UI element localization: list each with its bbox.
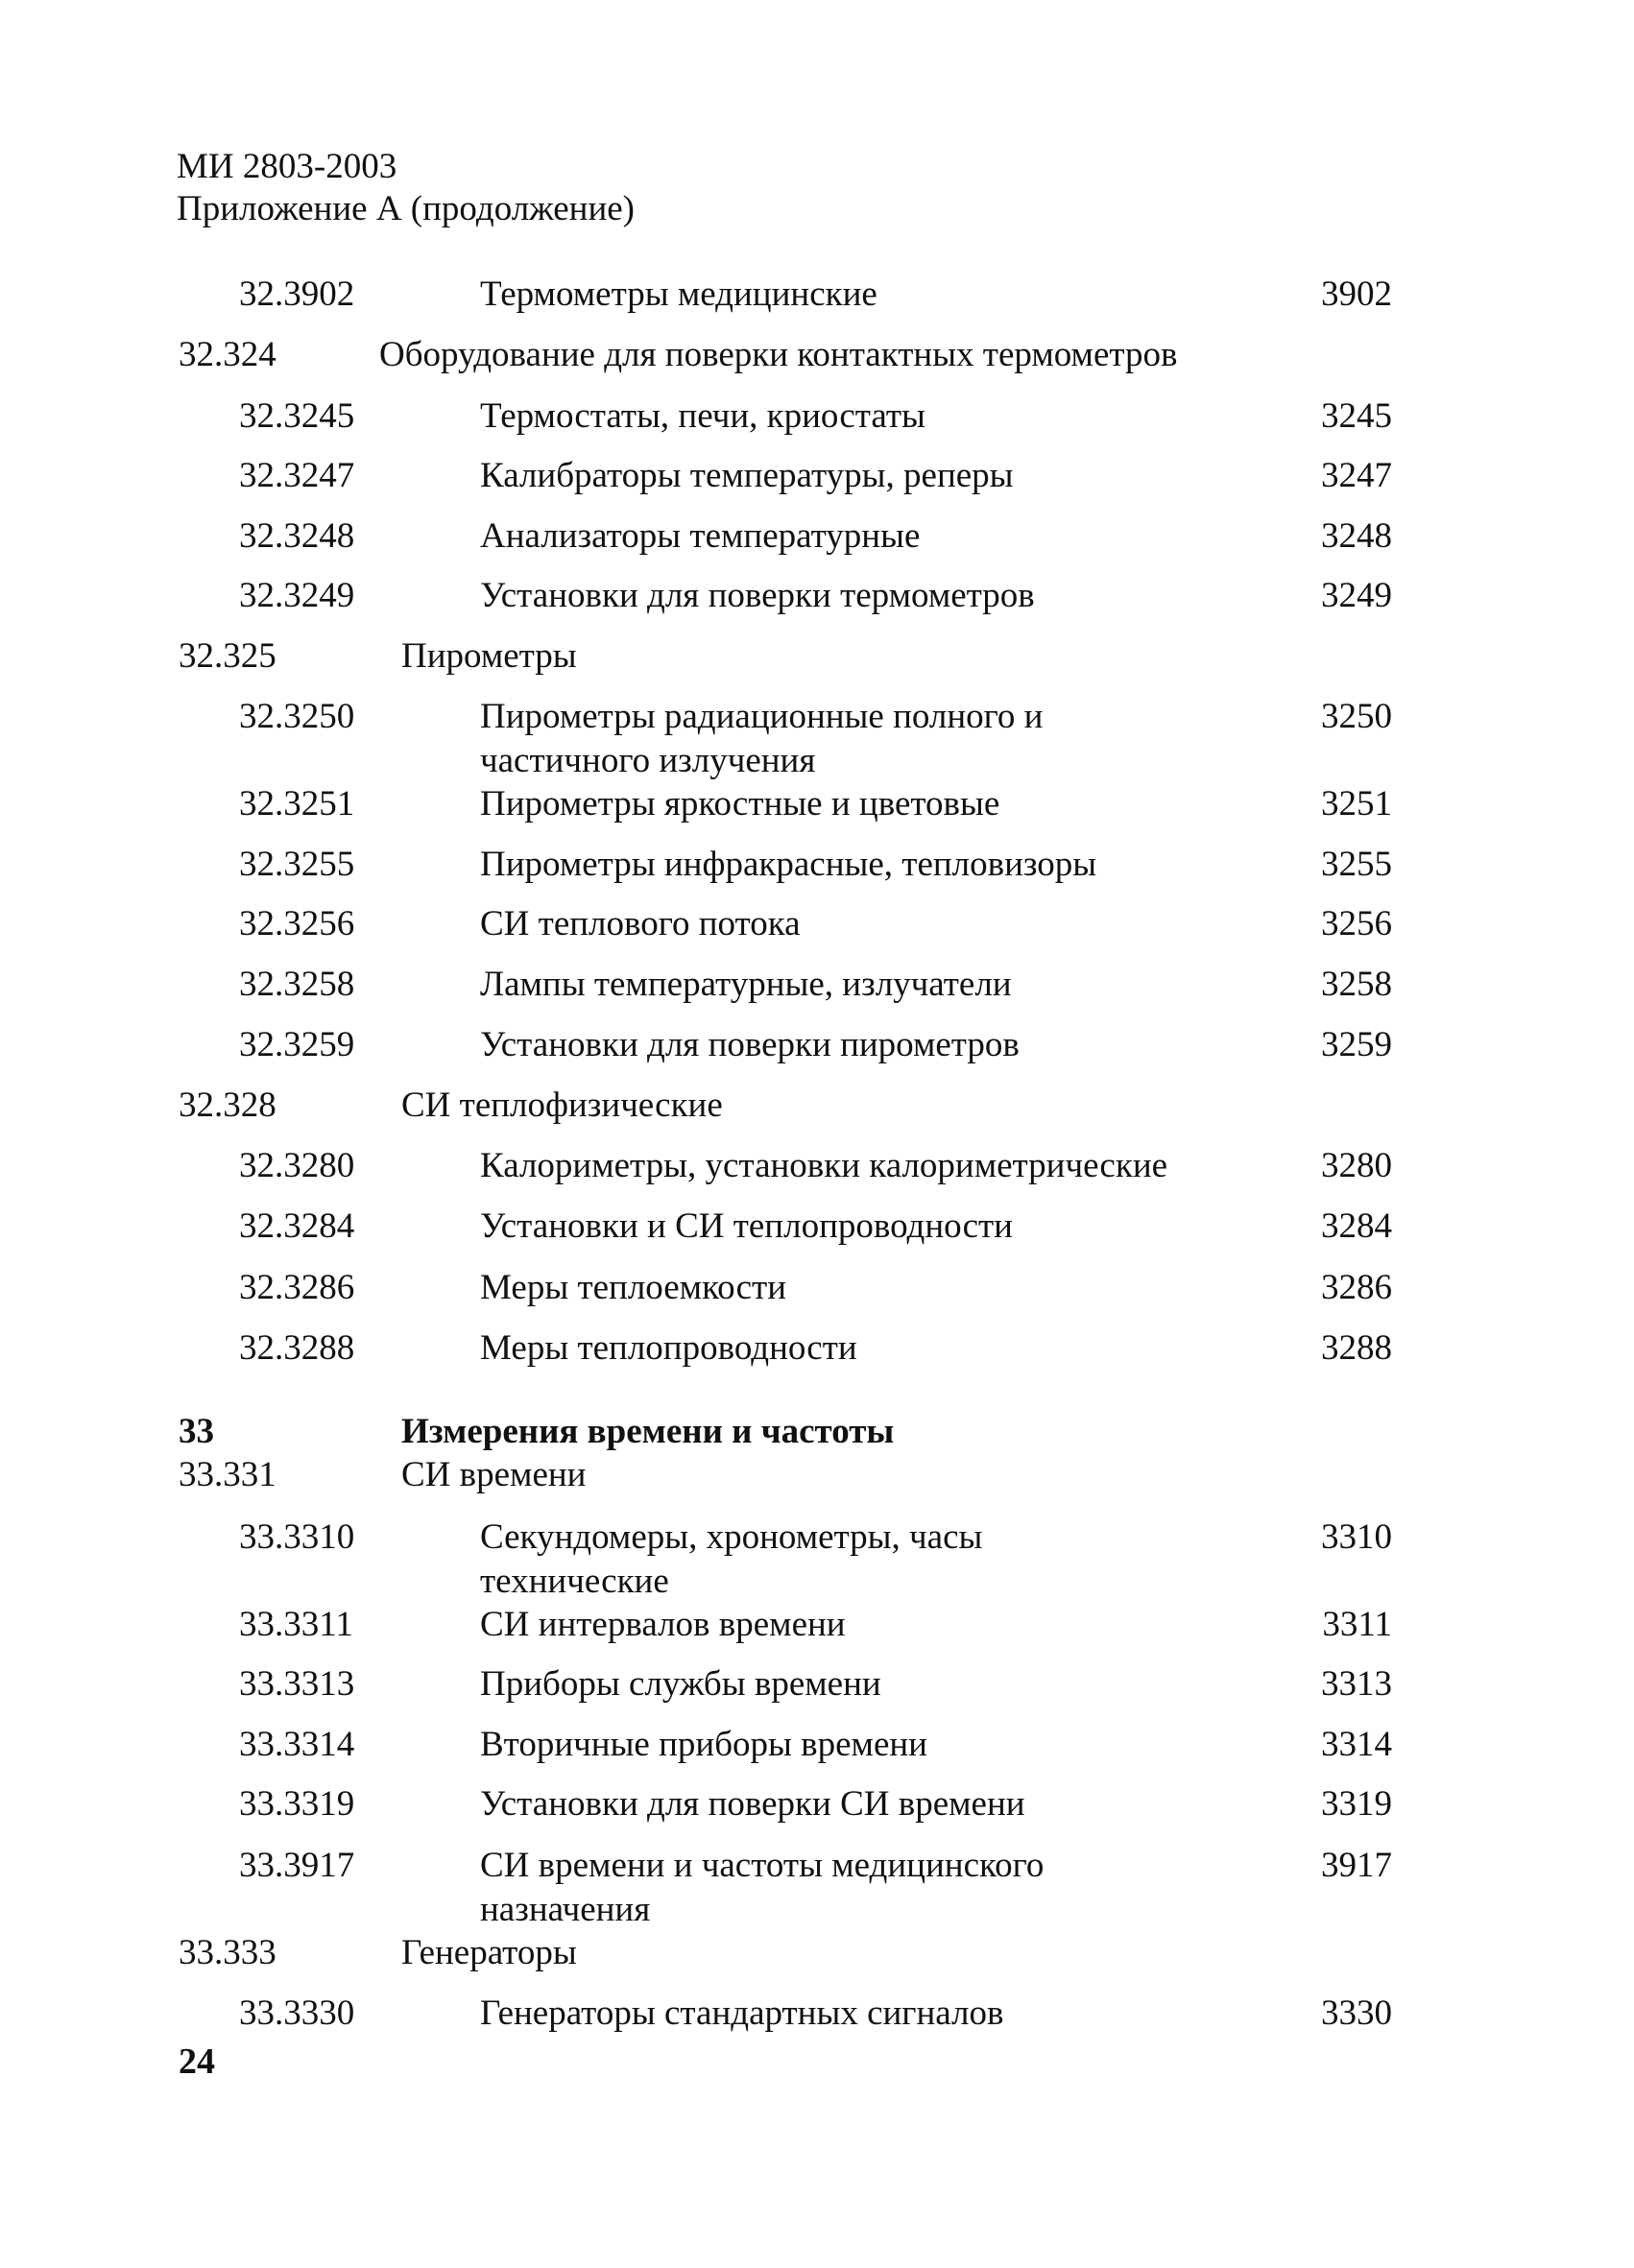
row-number: 3256 [1321, 904, 1392, 943]
row-name: Меры теплоемкости [480, 1268, 786, 1307]
row-name: Пирометры яркостные и цветовые [480, 784, 1000, 824]
row-name: Установки для поверки термометров [480, 576, 1035, 615]
document-code: МИ 2803-2003 [177, 147, 397, 186]
row-number: 3280 [1321, 1146, 1392, 1185]
row-code: 33.333 [179, 1933, 276, 1972]
row-name: Пирометры инфракрасные, тепловизоры [480, 845, 1097, 884]
section-title: Измерения времени и частоты [401, 1412, 895, 1451]
row-code: 33.3311 [239, 1605, 353, 1644]
row-number: 3917 [1321, 1846, 1392, 1885]
row-code: 33.3314 [239, 1725, 355, 1764]
row-name: Генераторы [401, 1933, 577, 1972]
page-number: 24 [179, 2041, 215, 2082]
row-code: 32.3249 [239, 576, 355, 615]
row-number: 3259 [1321, 1025, 1392, 1064]
row-name: Лампы температурные, излучатели [480, 965, 1012, 1004]
row-name: СИ времени [401, 1455, 587, 1494]
row-name: Калибраторы температуры, реперы [480, 456, 1014, 495]
row-name: Калориметры, установки калориметрические [480, 1146, 1168, 1185]
row-name: СИ времени и частоты медицинского [480, 1846, 1045, 1885]
row-code: 32.325 [179, 636, 276, 676]
row-name: Меры теплопроводности [480, 1328, 857, 1368]
row-code: 32.3258 [239, 965, 355, 1004]
row-code: 32.3286 [239, 1268, 355, 1307]
row-number: 3288 [1321, 1328, 1392, 1368]
row-number: 3250 [1321, 697, 1392, 736]
row-name: Приборы службы времени [480, 1664, 881, 1704]
row-code: 32.3280 [239, 1146, 355, 1185]
row-number: 3245 [1321, 396, 1392, 436]
row-number: 3258 [1321, 965, 1392, 1004]
row-number: 3314 [1321, 1725, 1392, 1764]
section-code: 33 [179, 1412, 214, 1451]
row-number: 3248 [1321, 516, 1392, 556]
row-name: Оборудование для поверки контактных термометров [379, 335, 1178, 374]
row-number: 3902 [1321, 275, 1392, 314]
row-number: 3311 [1322, 1605, 1392, 1644]
row-number: 3286 [1321, 1268, 1392, 1307]
row-name: Анализаторы температурные [480, 516, 921, 556]
row-name: СИ теплового потока [480, 904, 801, 943]
row-number: 3319 [1321, 1784, 1392, 1824]
row-number: 3249 [1321, 576, 1392, 615]
row-code: 32.3247 [239, 456, 355, 495]
row-code: 32.328 [179, 1086, 276, 1125]
row-number: 3313 [1321, 1664, 1392, 1704]
row-name: частичного излучения [480, 741, 816, 780]
row-number: 3330 [1321, 1993, 1392, 2033]
row-number: 3255 [1321, 845, 1392, 884]
row-code: 33.331 [179, 1455, 276, 1494]
row-code: 32.3259 [239, 1025, 355, 1064]
row-code: 32.3902 [239, 275, 355, 314]
row-name: назначения [480, 1890, 651, 1929]
row-code: 32.3256 [239, 904, 355, 943]
row-code: 33.3917 [239, 1846, 355, 1885]
appendix-title: Приложение А (продолжение) [177, 189, 636, 228]
row-code: 33.3330 [239, 1993, 355, 2033]
row-name: Установки для поверки пирометров [480, 1025, 1020, 1064]
row-code: 33.3319 [239, 1784, 355, 1824]
row-name: Вторичные приборы времени [480, 1725, 927, 1764]
row-code: 32.3245 [239, 396, 355, 436]
row-name: Секундомеры, хронометры, часы [480, 1517, 983, 1557]
row-name: Установки и СИ теплопроводности [480, 1206, 1013, 1246]
row-name: СИ интервалов времени [480, 1605, 846, 1644]
row-name: Установки для поверки СИ времени [480, 1784, 1025, 1824]
row-name: Генераторы стандартных сигналов [480, 1993, 1004, 2033]
row-number: 3310 [1321, 1517, 1392, 1557]
row-name: Пирометры радиационные полного и [480, 697, 1044, 736]
row-name: Термометры медицинские [480, 275, 877, 314]
row-name: СИ теплофизические [401, 1086, 723, 1125]
row-number: 3251 [1321, 784, 1392, 824]
row-code: 32.3248 [239, 516, 355, 556]
row-name: Пирометры [401, 636, 577, 676]
row-code: 33.3313 [239, 1664, 355, 1704]
row-code: 32.3251 [239, 784, 355, 824]
row-number: 3247 [1321, 456, 1392, 495]
row-name: Термостаты, печи, криостаты [480, 396, 925, 436]
row-code: 32.3250 [239, 697, 355, 736]
row-code: 32.3288 [239, 1328, 355, 1368]
row-number: 3284 [1321, 1206, 1392, 1246]
row-code: 32.3255 [239, 845, 355, 884]
row-code: 33.3310 [239, 1517, 355, 1557]
row-name: технические [480, 1562, 669, 1601]
row-code: 32.324 [179, 335, 276, 374]
row-code: 32.3284 [239, 1206, 355, 1246]
